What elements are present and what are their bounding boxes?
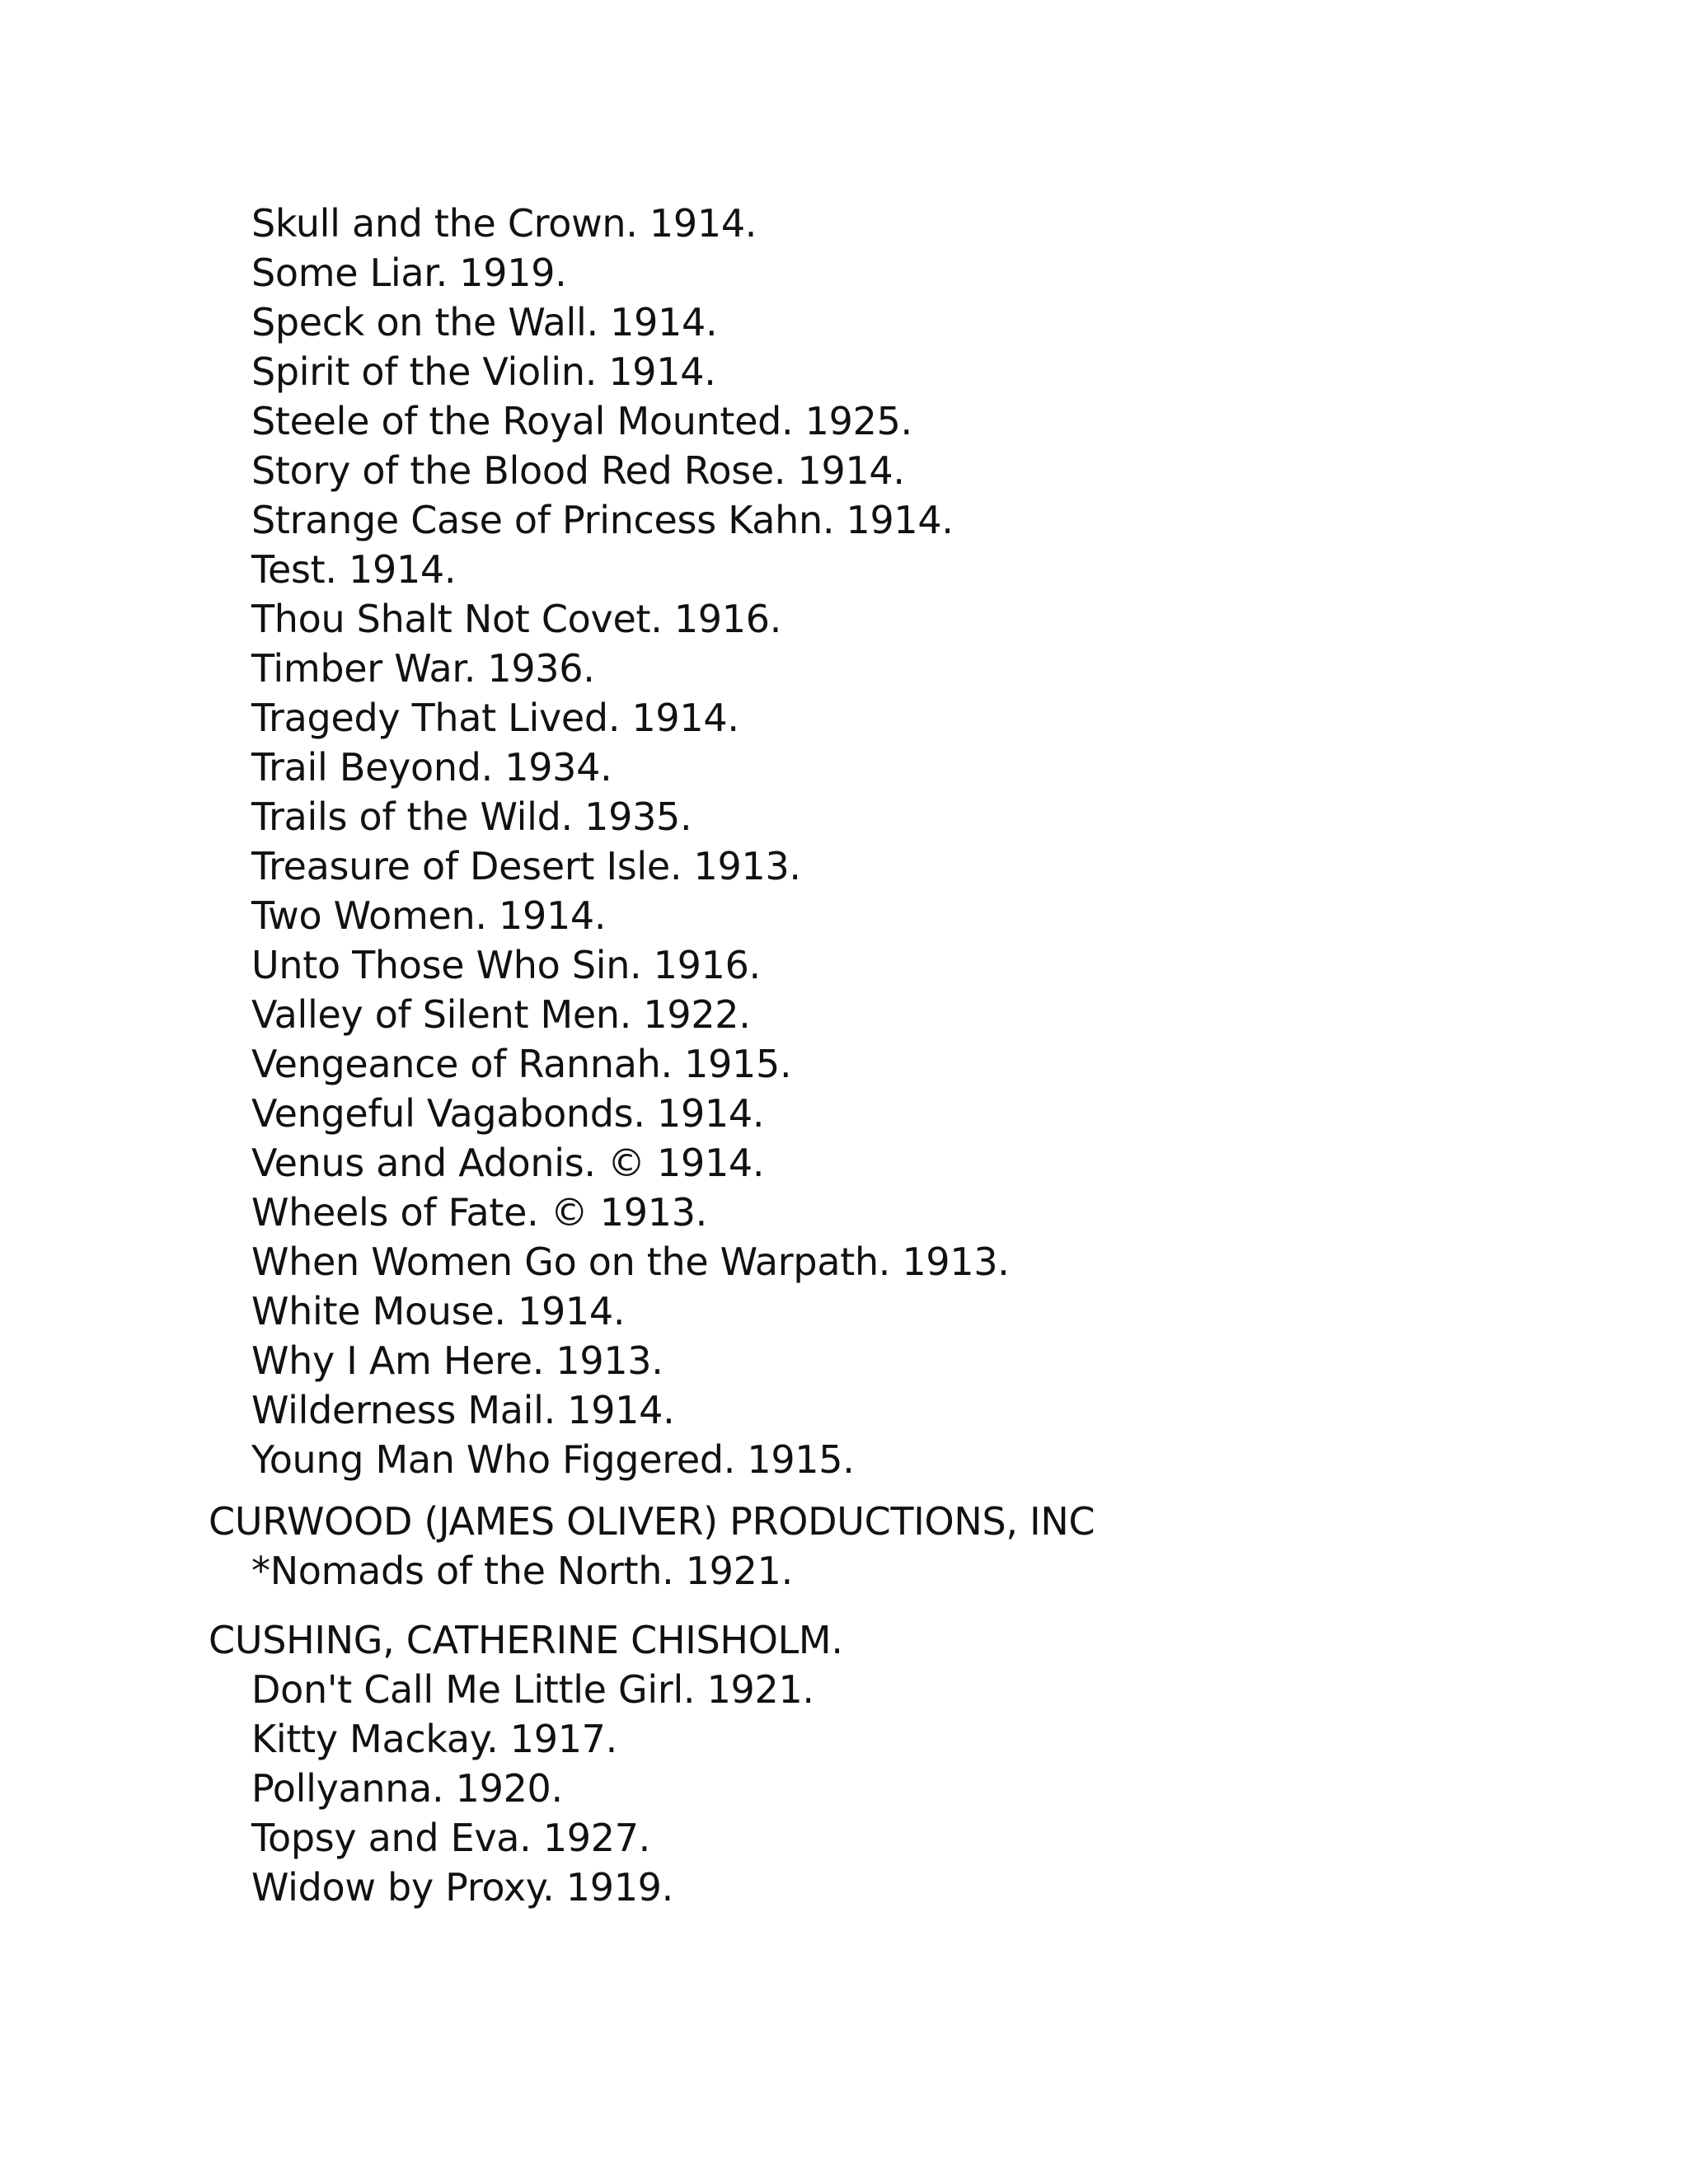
list-item: Some Liar. 1919. bbox=[251, 251, 567, 295]
list-item: Two Women. 1914. bbox=[251, 893, 607, 938]
list-item: Timber War. 1936. bbox=[251, 646, 595, 691]
list-item: Venus and Adonis. © 1914. bbox=[251, 1141, 765, 1185]
list-item: Trails of the Wild. 1935. bbox=[251, 794, 692, 839]
list-item: White Mouse. 1914. bbox=[251, 1289, 626, 1333]
list-item: Tragedy That Lived. 1914. bbox=[251, 696, 739, 740]
list-item: Strange Case of Princess Kahn. 1914. bbox=[251, 498, 954, 542]
list-item: Treasure of Desert Isle. 1913. bbox=[251, 844, 801, 888]
list-item: Unto Those Who Sin. 1916. bbox=[251, 943, 761, 987]
list-item: Widow by Proxy. 1919. bbox=[251, 1865, 673, 1910]
list-item: Pollyanna. 1920. bbox=[251, 1766, 563, 1811]
list-item: When Women Go on the Warpath. 1913. bbox=[251, 1240, 1010, 1284]
list-item: Steele of the Royal Mounted. 1925. bbox=[251, 399, 912, 443]
continued-entry-list bbox=[209, 199, 1568, 1484]
list-item: *Nomads of the North. 1921. bbox=[251, 1549, 793, 1593]
section-cushing bbox=[209, 1615, 1568, 1912]
list-item: Kitty Mackay. 1917. bbox=[251, 1717, 617, 1761]
list-item: Young Man Who Figgered. 1915. bbox=[251, 1437, 855, 1482]
list-item: Don't Call Me Little Girl. 1921. bbox=[251, 1667, 814, 1712]
list-item: Speck on the Wall. 1914. bbox=[251, 300, 718, 344]
list-item: Trail Beyond. 1934. bbox=[251, 745, 612, 790]
list-item: Skull and the Crown. 1914. bbox=[251, 201, 757, 246]
section-heading: CURWOOD (JAMES OLIVER) PRODUCTIONS, INC bbox=[209, 1499, 1095, 1544]
list-item: Vengeful Vagabonds. 1914. bbox=[251, 1091, 765, 1136]
list-item: Story of the Blood Red Rose. 1914. bbox=[251, 448, 905, 493]
list-item: Wilderness Mail. 1914. bbox=[251, 1388, 675, 1432]
list-item: Wheels of Fate. © 1913. bbox=[251, 1190, 707, 1235]
section-curwood bbox=[209, 1497, 1568, 1596]
list-item: Topsy and Eva. 1927. bbox=[251, 1816, 651, 1860]
list-item: Vengeance of Rannah. 1915. bbox=[251, 1042, 792, 1086]
list-item: Why I Am Here. 1913. bbox=[251, 1338, 663, 1383]
list-item: Thou Shalt Not Covet. 1916. bbox=[251, 597, 782, 641]
list-item: Spirit of the Violin. 1914. bbox=[251, 349, 716, 394]
list-item: Valley of Silent Men. 1922. bbox=[251, 992, 751, 1037]
list-item: Test. 1914. bbox=[251, 547, 457, 592]
section-heading: CUSHING, CATHERINE CHISHOLM. bbox=[209, 1618, 843, 1662]
